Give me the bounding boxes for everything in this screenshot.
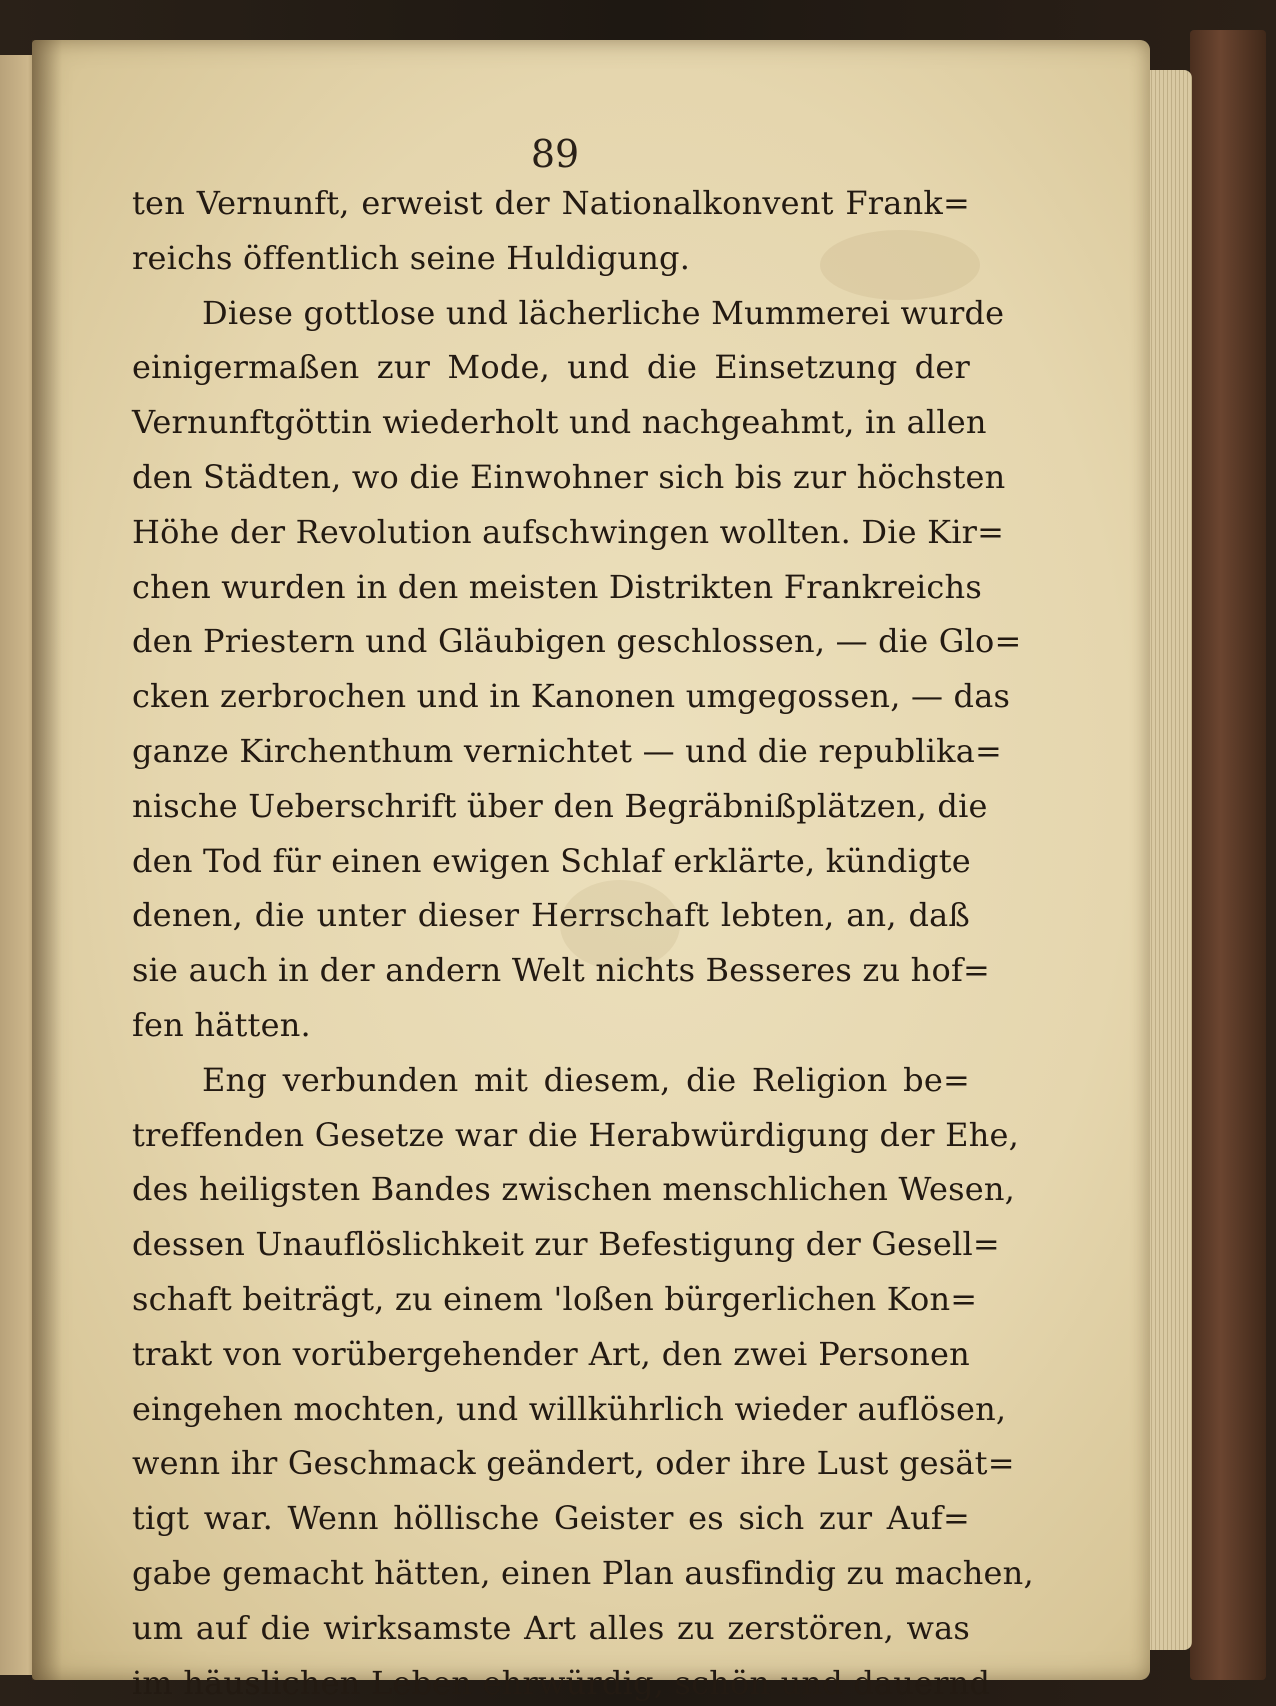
leather-board-right [1190,30,1266,1680]
text-line: ten Vernunft, erweist der Nationalkonvent Frank= [132,184,970,222]
text-line: den Städten, wo die Einwohner sich bis zur höchsten [132,457,1006,496]
text-line: einigermaßen zur Mode, und die Einsetzung der [132,348,970,387]
text-line: sie auch in der andern Welt nichts Besseres zu hof= [132,951,990,990]
text-line: Eng verbunden mit diesem, die Religion be= [202,1060,970,1099]
text-line: Diese gottlose und lächerliche Mummerei wurde [202,293,1005,332]
text-line: Höhe der Revolution aufschwingen wollten. Die Kir= [132,512,1005,551]
text-line: nische Ueberschrift über den Begräbnißplätzen, die [132,786,988,825]
text-line: tigt war. Wenn höllische Geister es sich zur Auf= [132,1499,970,1538]
text-line: eingehen mochten, und willkührlich wieder auflösen, [132,1389,1007,1428]
text-line: treffenden Gesetze war die Herabwürdigung der Ehe, [132,1115,1020,1154]
text-line: um auf die wirksamste Art alles zu zerstören, was [132,1608,970,1647]
text-line: ganze Kirchenthum vernichtet — und die republika= [132,731,1003,770]
text-line: des heiligsten Bandes zwischen menschlichen Wesen, [132,1170,1016,1209]
text-line: gabe gemacht hätten, einen Plan ausfindig zu machen, [132,1553,1034,1592]
body-text [132,176,1034,1706]
text-line: reichs öffentlich seine Huldigung. [132,238,691,277]
text-line: im häuslichen Leben ehrwürdig, schön und dauernd [132,1663,991,1702]
text-line: schaft beiträgt, zu einem 'loßen bürgerlichen Kon= [132,1279,978,1318]
text-line: dessen Unauflöslichkeit zur Befestigung der Gesell= [132,1225,1000,1264]
text-line: chen wurden in den meisten Distrikten Frankreichs [132,567,982,606]
text-line: den Priestern und Gläubigen geschlossen, — die Glo= [132,622,1022,661]
text-line: fen hätten. [132,1005,311,1044]
page-number: 89 [530,132,580,176]
text-line: denen, die unter dieser Herrschaft lebten, an, daß [132,896,970,935]
text-line: Vernunftgöttin wiederholt und nachgeahmt, in allen [132,403,987,442]
page-gutter-shadow [32,40,62,1680]
text-line: den Tod für einen ewigen Schlaf erklärte, kündigte [132,841,971,880]
text-line: trakt von vorübergehender Art, den zwei Personen [132,1334,970,1373]
text-line: wenn ihr Geschmack geändert, oder ihre Lust gesät= [132,1444,1015,1483]
text-line: cken zerbrochen und in Kanonen umgegossen, — das [132,677,1011,716]
